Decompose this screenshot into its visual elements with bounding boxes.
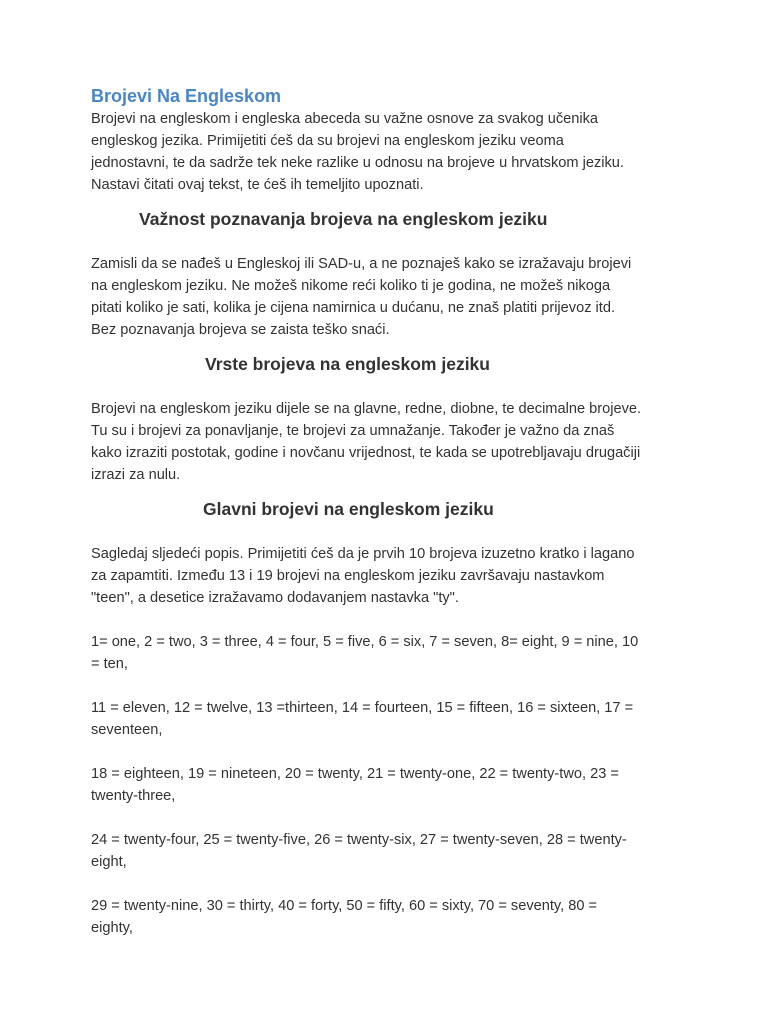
text-line: Zamisli da se nađeš u Engleskoj ili SAD-u, a ne poznaješ kako se izražavaju brojevi: [91, 256, 632, 272]
text-line: Brojevi na engleskom jeziku dijele se na glavne, redne, diobne, te decimalne brojeve.: [91, 401, 642, 417]
text-line: za zapamtiti. Između 13 i 19 brojevi na engleskom jeziku završavaju nastavkom: [91, 568, 605, 584]
number-list-block: [91, 763, 681, 807]
text-line: 1= one, 2 = two, 3 = three, 4 = four, 5 = five, 6 = six, 7 = seven, 8= eight, 9 = nine, 10: [91, 634, 639, 650]
importance-paragraph: [91, 253, 681, 341]
text-line: Brojevi na engleskom i engleska abeceda su važne osnove za svakog učenika: [91, 111, 599, 127]
intro-paragraph: [91, 108, 681, 196]
text-line: eighty,: [91, 920, 133, 936]
text-line: seventeen,: [91, 722, 163, 738]
types-paragraph: [91, 398, 681, 486]
text-line: Bez poznavanja brojeva se zaista teško snaći.: [91, 322, 390, 338]
number-list-block: [91, 697, 681, 741]
text-line: "teen", a desetice izražavamo dodavanjem nastavka "ty".: [91, 590, 459, 606]
document-page: [91, 84, 681, 939]
text-line: 29 = twenty-nine, 30 = thirty, 40 = forty, 50 = fifty, 60 = sixty, 70 = seventy, 80 =: [91, 898, 598, 914]
cardinal-paragraph: [91, 543, 681, 609]
text-line: 18 = eighteen, 19 = nineteen, 20 = twenty, 21 = twenty-one, 22 = twenty-two, 23 =: [91, 766, 619, 782]
text-line: Nastavi čitati ovaj tekst, te ćeš ih temeljito upoznati.: [91, 177, 424, 193]
section-heading-importance: Važnost poznavanja brojeva na engleskom jeziku: [139, 209, 548, 229]
text-line: Sagledaj sljedeći popis. Primijetiti ćeš da je prvih 10 brojeva izuzetno kratko i lagano: [91, 546, 635, 562]
number-list-block: [91, 895, 681, 939]
text-line: izrazi za nulu.: [91, 467, 181, 483]
page-title: Brojevi Na Engleskom: [91, 86, 282, 106]
text-line: kako izraziti postotak, godine i novčanu vrijednost, te kada se upotrebljavaju drugačiji: [91, 445, 641, 461]
text-line: 11 = eleven, 12 = twelve, 13 =thirteen, 14 = fourteen, 15 = fifteen, 16 = sixteen, 17 =: [91, 700, 634, 716]
text-line: eight,: [91, 854, 127, 870]
number-list-block: [91, 829, 681, 873]
text-line: pitati koliko je sati, kolika je cijena namirnica u dućanu, ne znaš platiti prijevoz itd.: [91, 300, 616, 316]
section-heading-cardinal: Glavni brojevi na engleskom jeziku: [203, 499, 494, 519]
text-line: na engleskom jeziku. Ne možeš nikome reći koliko ti je godina, ne možeš nikoga: [91, 278, 611, 294]
text-line: engleskog jezika. Primijetiti ćeš da su brojevi na engleskom jeziku veoma: [91, 133, 564, 149]
text-line: = ten,: [91, 656, 128, 672]
text-line: twenty-three,: [91, 788, 176, 804]
text-line: Tu su i brojevi za ponavljanje, te brojevi za umnažanje. Također je važno da znaš: [91, 423, 615, 439]
text-line: 24 = twenty-four, 25 = twenty-five, 26 = twenty-six, 27 = twenty-seven, 28 = twenty-: [91, 832, 627, 848]
number-list-block: [91, 631, 681, 675]
section-heading-types: Vrste brojeva na engleskom jeziku: [205, 354, 490, 374]
text-line: jednostavni, te da sadrže tek neke razlike u odnosu na brojeve u hrvatskom jeziku.: [91, 155, 624, 171]
